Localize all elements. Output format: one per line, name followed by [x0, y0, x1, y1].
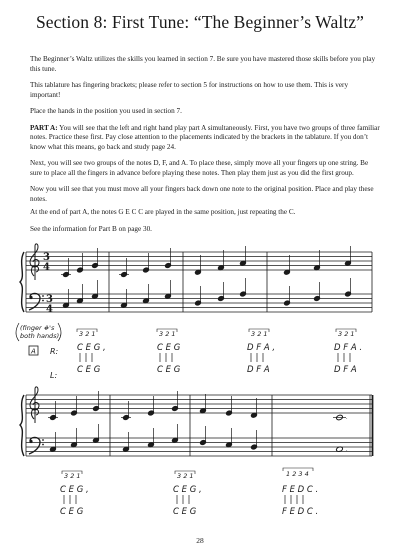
paragraph-brackets: This tablature has fingering brackets; please refer to section 5 for instructions on how to use them. This is very important! — [30, 81, 349, 99]
tab-group-1-4 — [334, 329, 362, 375]
right-notes: C E G , — [173, 485, 202, 495]
bass-notes-2 — [50, 424, 348, 453]
tab-group-2-2 — [173, 471, 202, 517]
bass-notes-1 — [63, 278, 352, 308]
right-notes: C E G — [157, 343, 181, 353]
section-box-label: A — [31, 347, 36, 356]
fingers: 1 2 3 4 — [286, 470, 309, 478]
treble-clef-1 — [30, 244, 39, 280]
tab-group-2-3 — [282, 468, 318, 517]
time-signature-treble-1 — [43, 252, 50, 273]
finger-label-line2: both hands): — [20, 332, 62, 340]
paragraph-part-b: See the information for Part B on page 30. — [30, 224, 152, 233]
left-notes: C E G — [173, 507, 197, 517]
fingers: 3 2 1 — [159, 330, 176, 338]
fingers: 3 2 1 — [177, 472, 194, 480]
finger-label-line1: (finger #'s — [20, 324, 55, 332]
right-notes: D F A , — [247, 343, 276, 353]
time-signature-bass-1 — [46, 294, 53, 315]
tab-row-1 — [16, 323, 362, 380]
treble-notes-1 — [61, 246, 351, 277]
page-number: 28 — [196, 536, 204, 545]
brace-1 — [20, 252, 24, 312]
bass-staff-2 — [26, 438, 372, 456]
svg-text:4: 4 — [43, 262, 50, 273]
paragraph-intro: The Beginner’s Waltz utilizes the skills you learned in section 7. Be sure you have mastered those skills before you play this tune. — [30, 55, 376, 73]
left-notes: C E G — [157, 365, 181, 375]
svg-text:3: 3 — [43, 252, 50, 263]
left-notes: C E G — [60, 507, 84, 517]
left-hand-label: L: — [50, 371, 58, 380]
right-notes: F E D C . — [282, 485, 319, 495]
paragraph-move-back: Now you will see that you must move all your fingers back down one note to the original position. Place and play these notes. — [30, 185, 374, 203]
left-notes: F E D C . — [282, 507, 319, 517]
paragraph-dfa: Next, you will see two groups of the notes D, F, and A. To place these, simply move all your fingers up one string. Be sure to place all the fingers in advance before playing these notes. Then play them just as you did the first group. — [30, 159, 369, 177]
right-notes: C E G , — [60, 485, 89, 495]
part-a-text: You will see that the left and right hand play part A simultaneously. First, you have two groups of three familiar notes. Practice these first. Pay close attention to the placements indicated by the brackets in the tablature. If you don’t know what this means, go back and study page 24. — [30, 123, 380, 151]
fingers: 3 2 1 — [79, 330, 96, 338]
fingers: 3 2 1 — [338, 330, 355, 338]
fingers: 3 2 1 — [251, 330, 268, 338]
paragraph-hand-position: Place the hands in the position you used in section 7. — [30, 107, 182, 115]
fingers: 3 2 1 — [64, 472, 81, 480]
svg-text:3: 3 — [46, 294, 53, 305]
right-notes: C E G , — [77, 343, 106, 353]
tab-row-2 — [60, 468, 318, 517]
left-notes: D F A — [334, 365, 357, 375]
tab-group-1-3 — [247, 329, 275, 375]
part-a-lead: PART A: — [30, 123, 58, 132]
left-notes: C E G — [77, 365, 101, 375]
svg-text:.: . — [346, 447, 348, 453]
tab-group-2-1 — [60, 471, 89, 517]
right-notes: D F A . — [334, 343, 363, 353]
paragraph-end-part-a: At the end of part A, the notes G E C C are played in the same position, just repeating the C. — [30, 208, 296, 216]
treble-clef-2 — [30, 387, 39, 423]
brace-2 — [20, 395, 24, 456]
page-title: Section 8: First Tune: “The Beginner’s Waltz” — [35, 12, 365, 32]
treble-notes-2 — [48, 391, 348, 421]
tab-group-1-2 — [157, 329, 181, 375]
left-notes: D F A — [247, 365, 270, 375]
treble-staff-2 — [26, 395, 372, 413]
svg-text:.: . — [346, 415, 348, 421]
svg-text:4: 4 — [46, 304, 53, 315]
right-hand-label: R: — [50, 347, 59, 356]
tab-group-1-1 — [77, 329, 106, 375]
